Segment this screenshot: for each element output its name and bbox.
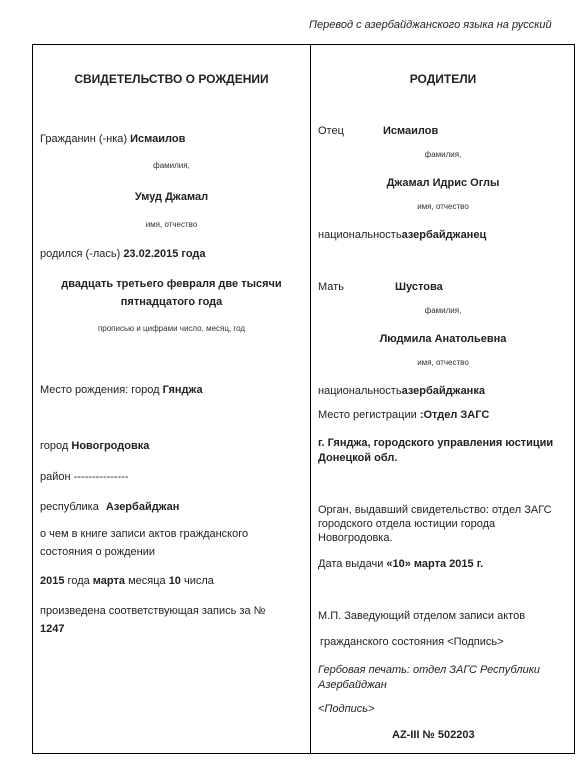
registration-detail: г. Гянджа, городского управления юстиции Донецкой обл. [318,437,554,464]
record-day-label: числа [184,575,214,587]
record-date-row [40,575,214,587]
city2-value: Новогродовка [71,440,150,452]
republic-label: республика [40,501,99,513]
birthplace-label: Место рождения: город [40,384,160,396]
date-words-line2: пятнадцатого года [120,296,223,308]
mother-name: Людмила Анатольевна [379,333,507,345]
republic-row [40,501,179,513]
head-line1: М.П. Заведующий отделом записи актов [318,610,526,622]
citizen-name: Умуд Джамал [134,191,209,203]
signature: <Подпись> [318,703,375,715]
father-name: Джамал Идрис Оглы [386,177,500,189]
date-hint: прописью и цифрами число, месяц, год [97,324,246,333]
nationality-label: национальность [318,385,402,397]
born-date: 23.02.2015 года [123,248,206,260]
nationality-label: национальность [318,229,402,241]
issuer-text: Орган, выдавший свидетельство: отдел ЗАГС городского отдела юстиции города Новогродовка. [318,504,552,544]
issue-date-label: Дата выдачи [318,558,384,570]
district-value: --------------- [73,471,129,483]
registration-row [318,409,489,421]
birthplace-city: Гянджа [162,384,203,396]
translation-note: Перевод с азербайджанского языка на русский [309,19,552,31]
republic-value: Азербайджан [105,501,180,513]
mother-surname: Шустова [395,281,443,293]
seal-text: Гербовая печать: отдел ЗАГС Республики Азербайджан [318,664,541,691]
name-hint: имя, отчество [145,220,198,229]
record-text-line2: состояния о рождении [40,546,156,558]
serial-number: AZ-III № 502203 [392,729,475,741]
citizen-label: Гражданин (-нка) [40,133,128,145]
mother-surname-hint: фамилия, [424,306,462,315]
father-surname: Исмаилов [383,125,439,137]
city2-label: город [40,440,69,452]
record-day: 10 [168,575,181,587]
father-label: Отец [318,125,344,137]
record-month: марта [92,575,125,587]
born-row [40,248,206,260]
issue-date-row [318,558,483,570]
district-row [40,471,129,483]
head-line2: гражданского состояния <Подпись> [320,636,504,648]
born-label: родился (-лась) [40,248,121,260]
father-surname-hint: фамилия, [424,150,462,159]
father-name-hint: имя, отчество [417,202,469,211]
parents-title: РОДИТЕЛИ [409,72,477,86]
issue-date-value: «10» марта 2015 г. [386,558,484,570]
district-label: район [40,471,71,483]
certificate-title: СВИДЕТЕЛЬСТВО О РОЖДЕНИИ [74,72,269,86]
record-year: 2015 [40,575,65,587]
mother-nationality: азербайджанка [401,385,485,397]
surname-hint: фамилия, [153,161,190,170]
mother-name-hint: имя, отчество [417,358,469,367]
record-year-label: года [67,575,90,587]
record-month-label: месяца [128,575,166,587]
registration-value: :Отдел ЗАГС [419,409,490,421]
record-made: произведена соответствующая запись за № [40,605,266,617]
city2-row [40,440,149,452]
father-nationality-row [318,229,486,241]
record-text-line1: о чем в книге записи актов гражданского [40,528,249,540]
citizen-surname: Исмаилов [130,133,186,145]
birthplace-row [40,384,203,396]
date-words-line1: двадцать третьего февраля две тысячи [61,278,282,290]
father-nationality: азербайджанец [401,229,487,241]
record-number: 1247 [40,623,65,635]
mother-nationality-row [318,385,485,397]
registration-label: Место регистрации [318,409,417,421]
citizen-row [40,133,185,145]
mother-label: Мать [318,281,344,293]
